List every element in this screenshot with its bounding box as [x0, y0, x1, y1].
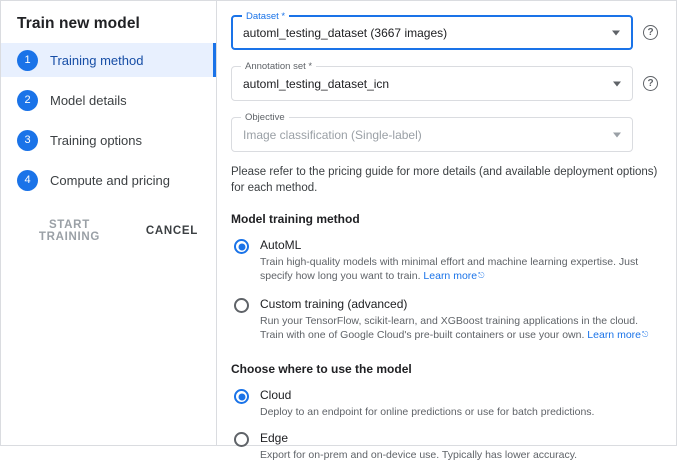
radio-body — [260, 388, 658, 419]
radio-description — [260, 314, 658, 342]
model-training-method-title: Model training method — [231, 212, 360, 226]
radio-title: Custom training (advanced) — [260, 297, 408, 311]
help-icon[interactable]: ? — [643, 25, 658, 40]
cancel-button[interactable]: CANCEL — [144, 221, 200, 241]
sidebar-item-label: Training options — [50, 132, 143, 148]
radio-body — [260, 238, 658, 283]
radio-option-cloud[interactable] — [231, 388, 658, 419]
external-link-icon: ⎋ — [642, 330, 649, 339]
learn-more-link[interactable]: Learn more — [423, 270, 478, 282]
radio-title: Edge — [260, 431, 289, 445]
wizard-actions — [1, 215, 216, 247]
learn-more-link[interactable]: Learn more — [587, 329, 641, 341]
objective-field — [231, 112, 658, 152]
annotation-set-select[interactable] — [231, 61, 633, 101]
radio-icon[interactable] — [234, 239, 249, 254]
pricing-notice: Please refer to the pricing guide for more details (and available deployment options) for each method. — [231, 166, 658, 194]
objective-value: Image classification (Single-label) — [243, 127, 422, 142]
radio-description: Deploy to an endpoint for online predictions or use for batch predictions. — [260, 406, 595, 418]
radio-description-text: Train high-quality models with minimal effort and machine learning expertise. Just specify how long you want to train. — [260, 256, 639, 282]
deployment-target-title: Choose where to use the model — [231, 362, 412, 376]
step-number-4: 4 — [17, 170, 38, 191]
chevron-down-icon[interactable] — [613, 81, 621, 86]
step-number-3: 3 — [17, 130, 38, 151]
radio-icon[interactable] — [234, 298, 249, 313]
dataset-label: Dataset * — [242, 11, 289, 22]
sidebar-item-compute-and-pricing[interactable] — [1, 163, 216, 197]
annotation-set-value: automl_testing_dataset_icn — [243, 76, 390, 91]
external-link-icon: ⎋ — [478, 271, 485, 280]
radio-description — [260, 255, 658, 283]
help-icon[interactable]: ? — [643, 76, 658, 91]
radio-body — [260, 431, 658, 462]
sidebar-item-label: Model details — [50, 92, 127, 108]
radio-option-automl[interactable] — [231, 238, 658, 283]
start-training-button[interactable]: START TRAINING — [17, 215, 122, 247]
dataset-value: automl_testing_dataset (3667 images) — [243, 25, 448, 40]
radio-description: Export for on-prem and on-device use. Typically has lower accuracy. — [260, 449, 578, 461]
step-number-2: 2 — [17, 90, 38, 111]
radio-title: Cloud — [260, 388, 292, 402]
sidebar-item-model-details[interactable] — [1, 83, 216, 117]
objective-label: Objective — [241, 112, 289, 123]
chevron-down-icon — [613, 132, 621, 137]
wizard-sidebar — [1, 1, 217, 445]
dataset-select[interactable] — [231, 11, 633, 50]
page-title: Train new model — [17, 15, 140, 32]
sidebar-item-label: Training method — [50, 52, 144, 68]
radio-body — [260, 297, 658, 342]
sidebar-item-training-method[interactable] — [1, 43, 216, 77]
radio-title: AutoML — [260, 238, 302, 252]
annotation-set-label: Annotation set * — [241, 61, 316, 72]
radio-option-edge[interactable] — [231, 431, 658, 462]
radio-icon[interactable] — [234, 389, 249, 404]
dataset-field — [231, 11, 658, 50]
sidebar-item-label: Compute and pricing — [50, 172, 170, 188]
objective-select — [231, 112, 633, 152]
annotation-set-field — [231, 61, 658, 101]
wizard-content — [217, 1, 676, 461]
radio-option-custom-training[interactable] — [231, 297, 658, 342]
chevron-down-icon[interactable] — [612, 30, 620, 35]
radio-description-text: Run your TensorFlow, scikit-learn, and XGBoost training applications in the cloud. Train with one of Google Cloud's pre-built containers or use your own. — [260, 315, 639, 341]
step-number-1: 1 — [17, 50, 38, 71]
sidebar-item-training-options[interactable] — [1, 123, 216, 157]
radio-icon[interactable] — [234, 432, 249, 447]
